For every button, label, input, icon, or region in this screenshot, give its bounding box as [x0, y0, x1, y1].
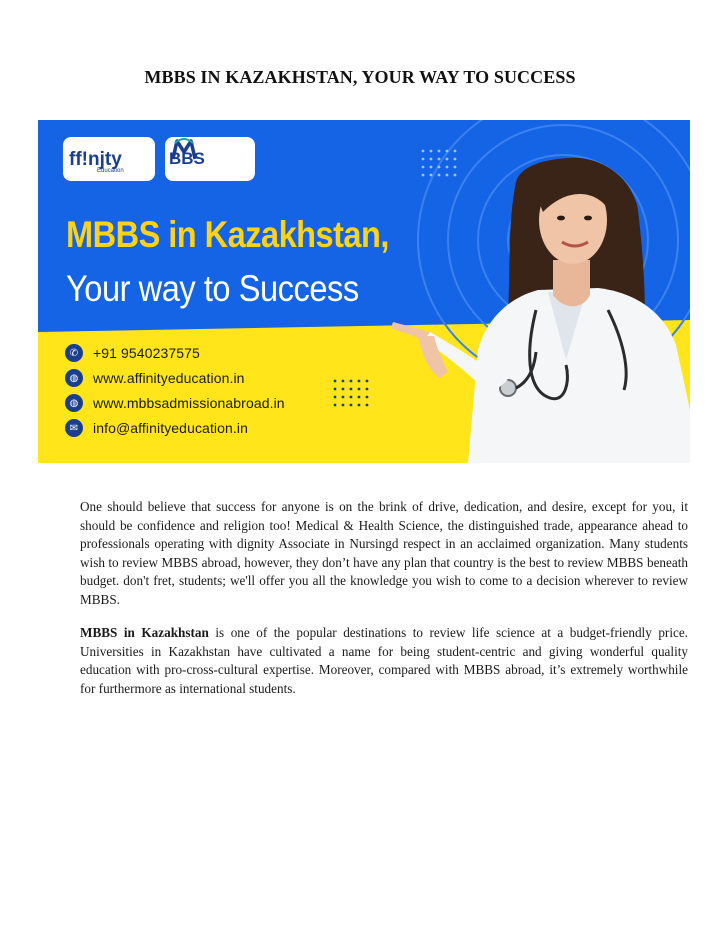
promo-banner: [38, 120, 690, 463]
body-paragraph-2: [80, 624, 688, 698]
paragraph-bold-lead: MBBS in Kazakhstan: [80, 625, 209, 640]
mbbs-m-icon: [171, 137, 197, 163]
mbbs-logo: [165, 137, 255, 181]
body-paragraph-1: One should believe that success for anyone is on the brink of drive, dedication, and desire, except for you, it should be confidence and religion too! Medical & Health Science, the distinguished trade, appearance ahead to professionals operating with dignity Associate in Nursingd respect in an acclaimed organization. Many students wish to review MBBS abroad, however, they don’t have any plan that country is the best to review MBBS beneath budget. don't fret, students; we'll offer you all the knowledge you wish to come to a decision wherever to review MBBS.: [80, 499, 688, 607]
contact-text: +91 9540237575: [93, 345, 200, 361]
banner-headline-line1: MBBS in Kazakhstan,: [66, 214, 389, 255]
contact-text: www.mbbsadmissionabroad.in: [93, 395, 285, 411]
affinity-logo: [63, 137, 155, 181]
banner-headline-line2: Your way to Success: [66, 268, 359, 309]
affinity-logo-text: ff!njty: [69, 148, 122, 170]
contact-website-1: [65, 367, 245, 389]
contact-text: info@affinityeducation.in: [93, 420, 248, 436]
document-title: MBBS IN KAZAKHSTAN, YOUR WAY TO SUCCESS: [144, 67, 576, 87]
globe-icon: ◍: [65, 369, 83, 387]
contact-text: www.affinityeducation.in: [93, 370, 245, 386]
mbbs-logo-text: BBS: [169, 149, 205, 168]
phone-icon: ✆: [65, 344, 83, 362]
paragraph-text: is one of the popular destinations to review life science at a budget-friendly price. Universities in Kazakhstan have cultivated a name for being student-centric and giving wonderful quality education with pro-cross-cultural expertise. Moreover, compared with MBBS abroad, it’s extremely worthwhile for furthermore as international students.: [80, 625, 688, 696]
contact-phone: [65, 342, 200, 364]
contact-email: [65, 417, 248, 439]
affinity-logo-subtitle: Education: [97, 168, 124, 174]
mail-icon: ✉: [65, 419, 83, 437]
globe-icon: ◍: [65, 394, 83, 412]
contact-website-2: [65, 392, 285, 414]
